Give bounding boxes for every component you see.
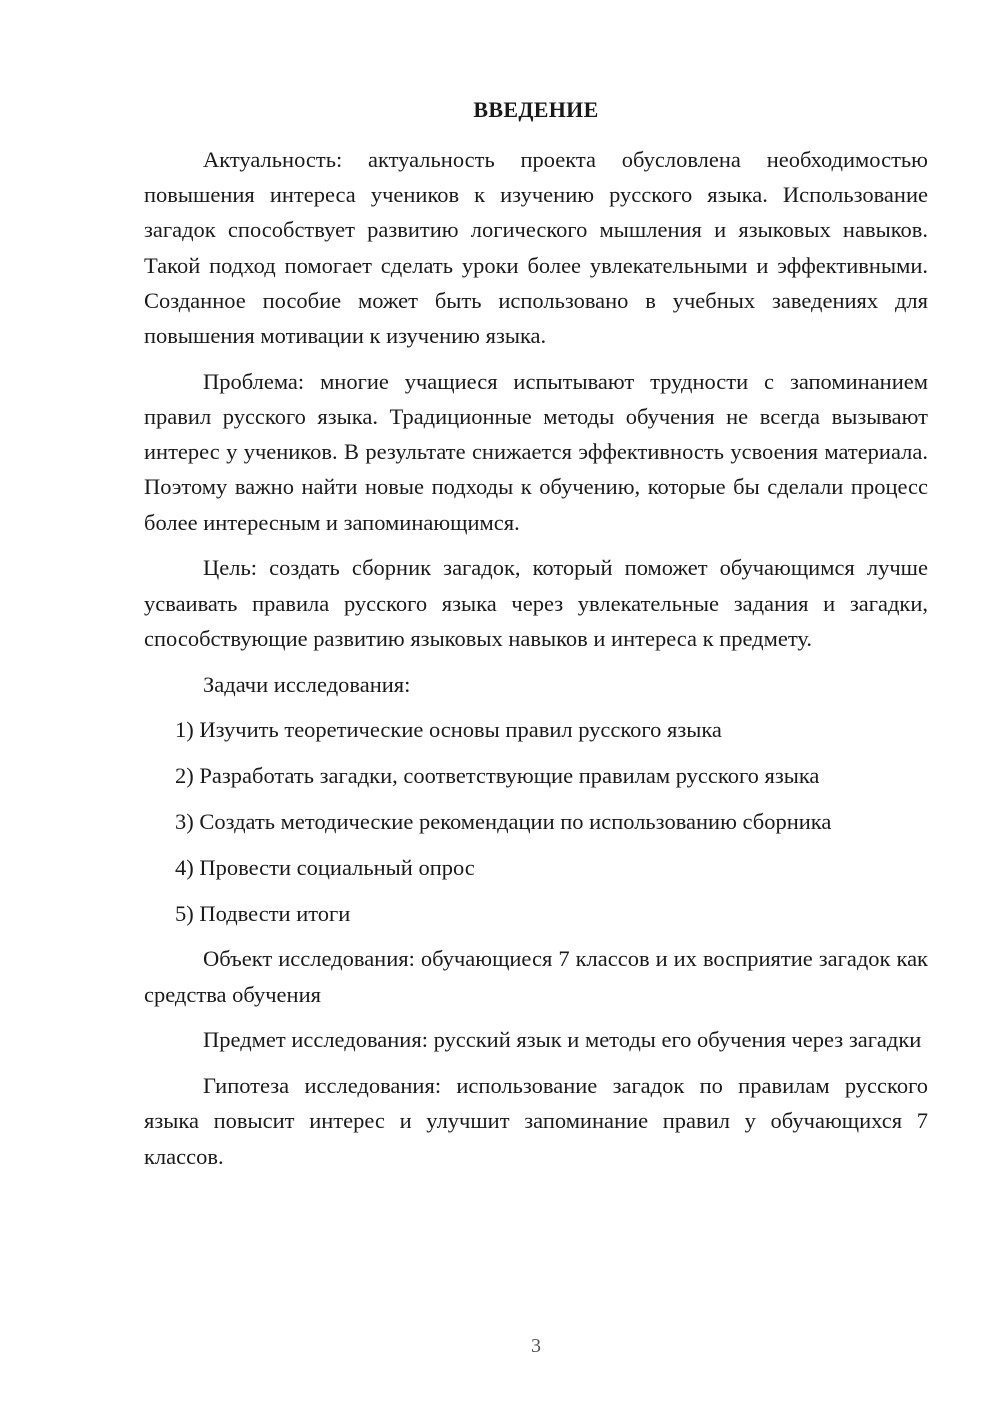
paragraph-hypothesis: Гипотеза исследования: использование загадок по правилам русского языка повысит интерес и улучшит запоминание правил у обучающихся 7 классов. bbox=[144, 1073, 928, 1169]
paragraph-problem: Проблема: многие учащиеся испытывают трудности с запоминанием правил русского языка. Традиционные методы обучения не всегда вызывают интерес у учеников. В результате снижается эффективность усвоения материала. Поэтому важно найти новые подходы к обучению, которые бы сделали процесс более интересным и запоминающимся. bbox=[144, 368, 928, 535]
list-item: 4) Провести социальный опрос bbox=[175, 854, 475, 880]
paragraph-object: Объект исследования: обучающиеся 7 классов и их восприятие загадок как средства обучения bbox=[144, 946, 928, 1007]
page-title: ВВЕДЕНИЕ bbox=[473, 97, 599, 122]
list-item: 3) Создать методические рекомендации по использованию сборника bbox=[175, 809, 832, 835]
paragraph-relevance: Актуальность: актуальность проекта обусловлена необходимостью повышения интереса учеников к изучению русского языка. Использование загадок способствует развитию логического мышления и языковых навыков. Такой подход помогает сделать уроки более увлекательными и эффективными. Созданное пособие может быть использовано в учебных заведениях для повышения мотивации к изучению языка. bbox=[144, 147, 928, 349]
paragraph-goal: Цель: создать сборник загадок, который поможет обучающимся лучше усваивать правила русского языка через увлекательные задания и загадки, способствующие развитию языковых навыков и интереса к предмету. bbox=[144, 555, 928, 651]
paragraph-tasks-intro: Задачи исследования: bbox=[203, 671, 411, 697]
paragraph-subject: Предмет исследования: русский язык и методы его обучения через загадки bbox=[203, 1027, 922, 1053]
list-item: 5) Подвести итоги bbox=[175, 900, 351, 926]
list-item: 2) Разработать загадки, соответствующие правилам русского языка bbox=[175, 763, 820, 789]
list-item: 1) Изучить теоретические основы правил русского языка bbox=[175, 717, 722, 743]
document-body bbox=[144, 142, 928, 1184]
page-number: 3 bbox=[531, 1335, 541, 1357]
tasks-list bbox=[144, 712, 928, 930]
